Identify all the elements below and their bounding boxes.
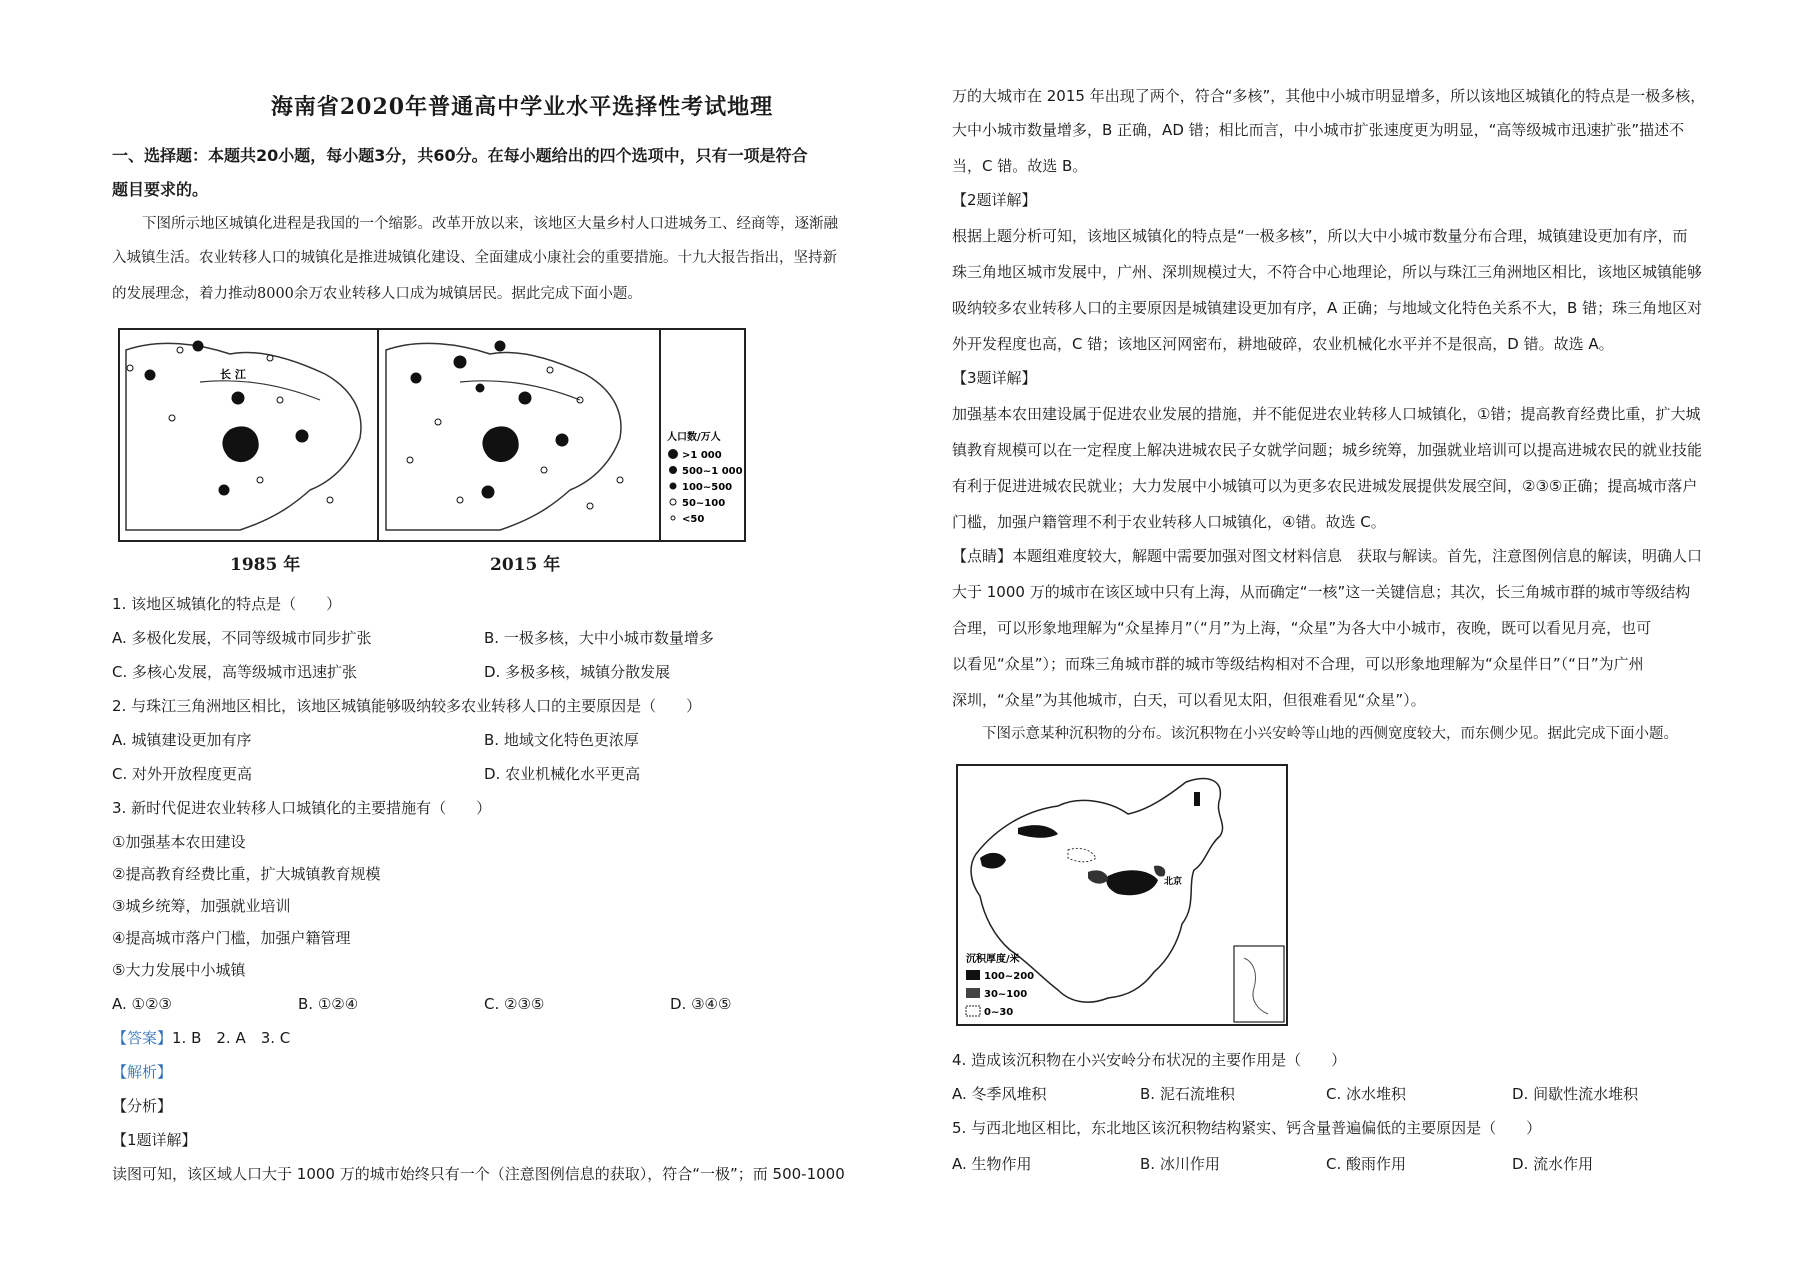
q3-item: ③城乡统筹，加强就业培训 [112,897,291,915]
city-dot [267,355,273,361]
q1-option-d[interactable]: D. 多极多核，城镇分散发展 [484,663,671,681]
section-heading-cont: 题目要求的。 [112,180,209,199]
city-dot [327,497,333,503]
explanation-line: 以看见“众星”）；而珠三角城市群的城市等级结构相对不合理，可以形象地理解为“众星伴日”（“日”为广州 [952,655,1644,673]
city-dot [296,430,308,442]
city-dot [541,467,547,473]
map1-legend-item: 100~500 [682,482,733,493]
sediment-map [956,764,1288,1026]
map1-legend-item: 500~1 000 [682,466,743,477]
q1-option-c[interactable]: C. 多核心发展，高等级城市迅速扩张 [112,663,358,681]
q5-option-d[interactable]: D. 流水作用 [1512,1155,1594,1173]
city-shanghai-2015 [483,427,518,462]
explanation-line: 吸纳较多农业转移人口的主要原因是城镇建设更加有序，A 正确；与地域文化特色关系不大，B 错；珠三角地区对 [952,299,1703,317]
q1-option-b[interactable]: B. 一极多核，大中小城市数量增多 [484,629,714,647]
q3-option-a[interactable]: A. ①②③ [112,995,172,1013]
q4-option-d[interactable]: D. 间歇性流水堆积 [1512,1085,1639,1103]
q3-stem: 3. 新时代促进农业转移人口城镇化的主要措施有（ ） [112,799,492,817]
city-dot [495,341,505,351]
urbanization-map-svg [120,330,744,540]
cities-2015 [407,341,623,509]
detail1-text: 读图可知，该区域人口大于 1000 万的城市始终只有一个（注意图例信息的获取），符合“一极”；而 500-1000 [112,1165,845,1183]
city-dot [457,497,463,503]
intro-line: 的发展理念，着力推动8000余万农业转移人口成为城镇居民。据此完成下面小题。 [112,286,642,302]
explanation-line: 加强基本农田建设属于促进农业发展的措施，并不能促进农业转移人口城镇化，①错；提高教育经费比重，扩大城 [952,405,1701,423]
map1-caption-2015: 2015 年 [490,555,561,575]
q5-stem: 5. 与西北地区相比，东北地区该沉积物结构紧实、钙含量普遍偏低的主要原因是（ ） [952,1119,1542,1137]
explanation-line: 珠三角地区城市发展中，广州、深圳规模过大，不符合中心地理论，所以与珠江三角洲地区相比，该地区城镇能够 [952,263,1703,281]
dianjing-line: 【点睛】本题组难度较大，解题中需要加强对图文材料信息 获取与解读。首先，注意图例信息的解读，明确人口 [952,547,1703,565]
q3-item: ④提高城市落户门槛，加强户籍管理 [112,929,351,947]
explanation-line: 门槛，加强户籍管理不利于农业转移人口城镇化，④错。故选 C。 [952,513,1386,531]
explanation-line: 外开发程度也高，C 错；该地区河网密布，耕地破碎，农业机械化水平并不是很高，D 错。故选 A。 [952,335,1614,353]
explanation-line: 深圳，“众星”为其他城市，白天，可以看见太阳，但很难看见“众星”）。 [952,691,1426,709]
explanation-line: 大于 1000 万的城市在该区域中只有上海，从而确定“一核”这一关键信息；其次，长三角城市群的城市等级结构 [952,583,1691,601]
map2-legend-item: 100~200 [984,971,1035,982]
q2-option-a[interactable]: A. 城镇建设更加有序 [112,731,252,749]
sediment-thin [1068,848,1096,861]
city-dot [407,457,413,463]
explanation-line: 有利于促进进城农民就业；大力发展中小城镇可以为更多农民进城发展提供发展空间，②③⑤正确；提高城市落户 [952,477,1698,495]
map1-caption-1985: 1985 年 [230,555,301,575]
intro2-text: 下图示意某种沉积物的分布。该沉积物在小兴安岭等山地的西侧宽度较大，而东侧少见。据此完成下面小题。 [982,726,1678,742]
city-shanghai-1985 [223,427,258,462]
intro-line: 下图所示地区城镇化进程是我国的一个缩影。改革开放以来，该地区大量乡村人口进城务工、经商等，逐渐融 [142,216,838,232]
china-outline [971,779,1222,1003]
map2-legend-item: 30~100 [984,989,1028,1000]
q5-option-a[interactable]: A. 生物作用 [952,1155,1032,1173]
south-sea-inset [1234,946,1284,1022]
city-dot [127,365,133,371]
city-dot [145,370,155,380]
explanation-line: 大中小城市数量增多，B 正确，AD 错；相比而言，中小城市扩张速度更为明显，“高等级城市迅速扩张”描述不 [952,121,1685,139]
cities-1985 [127,341,333,503]
q2-option-b[interactable]: B. 地域文化特色更浓厚 [484,731,639,749]
explanation-line: 镇教育规模可以在一定程度上解决进城农民子女就学问题；城乡统筹，加强就业培训可以提高进城农民的就业技能 [952,441,1703,459]
city-dot [169,415,175,421]
city-dot [476,384,484,392]
city-dot [556,434,568,446]
analysis-label: 【解析】 [112,1063,173,1081]
q1-stem: 1. 该地区城镇化的特点是（ ） [112,595,342,613]
q3-option-c[interactable]: C. ②③⑤ [484,995,545,1013]
city-dot [411,373,421,383]
city-dot [177,347,183,353]
q2-option-d[interactable]: D. 农业机械化水平更高 [484,765,641,783]
explanation-line: 根据上题分析可知，该地区城镇化的特点是“一极多核”，所以大中小城市数量分布合理，城镇建设更加有序，而 [952,227,1688,245]
urbanization-map [118,328,746,542]
q1-option-a[interactable]: A. 多极化发展，不同等级城市同步扩张 [112,629,372,647]
map1-legend-title: 人口数/万人 [667,432,721,443]
detail1-label: 【1题详解】 [112,1131,197,1149]
city-dot [482,486,494,498]
q4-option-c[interactable]: C. 冰水堆积 [1326,1085,1407,1103]
city-dot [232,392,244,404]
detail3-label: 【3题详解】 [952,369,1037,387]
city-dot [519,392,531,404]
city-label-beijing: 北京 [1164,877,1183,887]
map1-legend-item: <50 [682,514,705,525]
city-dot [219,485,229,495]
page-title: 海南省2020年普通高中学业水平选择性考试地理 [270,94,774,120]
q3-item: ①加强基本农田建设 [112,833,246,851]
answer-text: 1. B 2. A 3. C [172,1029,291,1047]
section-heading: 一、选择题：本题共20小题，每小题3分，共60分。在每小题给出的四个选项中，只有一项是符合 [112,146,808,165]
river-label: 长 江 [220,368,246,381]
city-dot [257,477,263,483]
q2-option-c[interactable]: C. 对外开放程度更高 [112,765,253,783]
q3-option-d[interactable]: D. ③④⑤ [670,995,732,1013]
q5-option-c[interactable]: C. 酸雨作用 [1326,1155,1407,1173]
map2-legend-item: 0~30 [984,1007,1014,1018]
sediment-map-svg [958,766,1286,1024]
q3-item: ②提高教育经费比重，扩大城镇教育规模 [112,865,381,883]
q2-stem: 2. 与珠江三角洲地区相比，该地区城镇能够吸纳较多农业转移人口的主要原因是（ ） [112,697,702,715]
map1-legend-item: 50~100 [682,498,726,509]
city-dot [617,477,623,483]
explanation-line: 万的大城市在 2015 年出现了两个，符合“多核”，其他中小城市明显增多，所以该地区城镇化的特点是一极多核， [952,87,1706,105]
answer-line [112,1028,290,1048]
city-dot [587,503,593,509]
city-dot [193,341,203,351]
q3-option-b[interactable]: B. ①②④ [298,995,359,1013]
map1-legend-item: >1 000 [682,450,722,461]
city-dot [435,419,441,425]
map2-legend-title: 沉积厚度/米 [966,954,1020,965]
explanation-line: 合理，可以形象地理解为“众星捧月”（“月”为上海，“众星”为各大中小城市，夜晚，既可以看见月亮，也可 [952,619,1652,637]
q4-stem: 4. 造成该沉积物在小兴安岭分布状况的主要作用是（ ） [952,1051,1347,1069]
answer-label: 【答案】 [112,1029,173,1047]
city-dot [277,397,283,403]
explanation-line: 当，C 错。故选 B。 [952,157,1088,175]
q3-item: ⑤大力发展中小城镇 [112,961,246,979]
city-dot [547,367,553,373]
city-dot [454,356,466,368]
detail2-label: 【2题详解】 [952,191,1037,209]
intro-line: 入城镇生活。农业转移人口的城镇化是推进城镇化建设、全面建成小康社会的重要措施。十九大报告指出，坚持新 [112,250,837,266]
fenxi-label: 【分析】 [112,1097,173,1115]
river-1985 [200,381,320,400]
q5-option-b[interactable]: B. 冰川作用 [1140,1155,1220,1173]
south-sea-islands [1244,958,1268,1014]
q4-option-b[interactable]: B. 泥石流堆积 [1140,1085,1235,1103]
q4-option-a[interactable]: A. 冬季风堆积 [952,1085,1047,1103]
